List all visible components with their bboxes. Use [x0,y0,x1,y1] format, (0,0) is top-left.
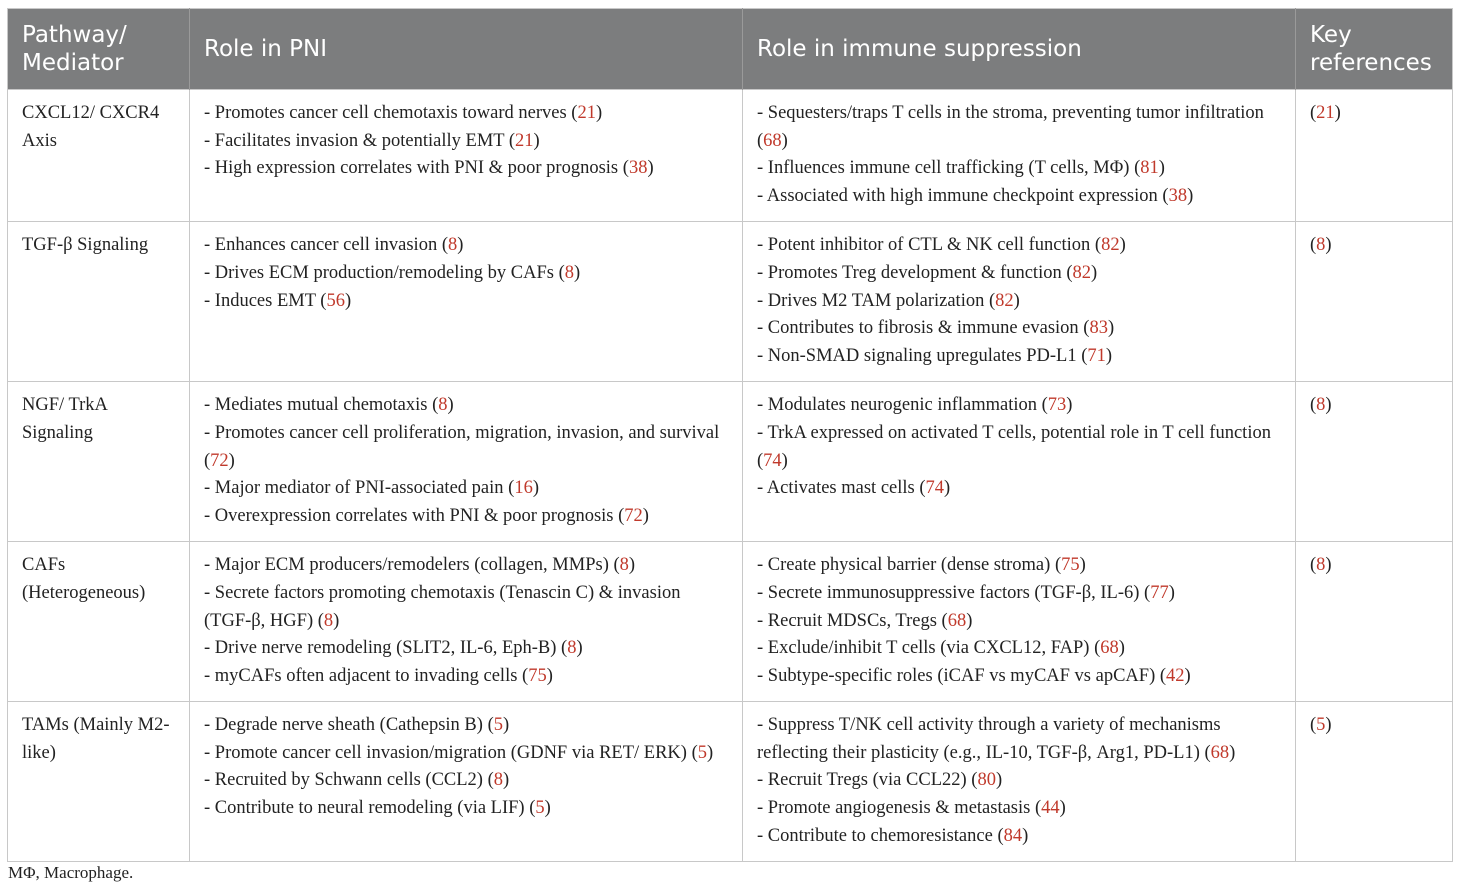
citation-link[interactable]: 82 [1101,235,1120,256]
pni-role-cell [190,702,743,862]
list-item: - Facilitates invasion & potentially EMT (21) [204,130,540,151]
immune-role-cell [743,222,1296,382]
citation-link[interactable]: 68 [763,130,782,151]
key-reference-cell: (8) [1296,222,1453,382]
header-key-references: Key references [1296,9,1453,90]
table-row [8,90,1453,222]
item-text: - Major mediator of PNI-associated pain [204,478,504,499]
citation-link[interactable]: 38 [628,158,648,179]
citation-link[interactable]: 16 [514,478,533,499]
list-item: - Major mediator of PNI-associated pain (16) [204,478,539,499]
immune-role-cell [743,90,1296,222]
list-item: - Recruit MDSCs, Tregs (68) [757,610,973,631]
list-item: - Enhances cancer cell invasion (8) [204,235,464,256]
item-text: - Facilitates invasion & potentially EMT [204,130,505,151]
item-text: - Suppress T/NK cell activity through a variety of mechanisms reflecting their plasticity (e.g., IL-10, TGF-β, Arg1, PD-L1) [757,715,1221,763]
item-text: - Secrete factors promoting chemotaxis (Tenascin C) & invasion (TGF-β, HGF) [204,582,681,631]
key-reference-cell: (8) [1296,382,1453,542]
immune-role-cell [743,382,1296,542]
citation-link[interactable]: 5 [535,798,545,819]
citation-link[interactable]: 8 [448,235,458,256]
mediator-cell: NGF/ TrkA Signaling [8,382,190,542]
item-text: - myCAFs often adjacent to invading cells [204,665,518,686]
list-item: - Exclude/inhibit T cells (via CXCL12, FAP) (68) [757,638,1125,659]
item-text: - Major ECM producers/remodelers (collagen, MMPs) [204,555,609,576]
item-text: - Overexpression correlates with PNI & poor prognosis [204,505,614,526]
list-item: - Major ECM producers/remodelers (collagen, MMPs) (8) [204,555,636,576]
list-item: - Suppress T/NK cell activity through a variety of mechanisms reflecting their plasticity (e.g., IL-10, TGF-β, Arg1, PD-L1) (68) [757,715,1236,763]
list-item: - Overexpression correlates with PNI & poor prognosis (72) [204,505,649,526]
item-text: - Promote angiogenesis & metastasis [757,798,1031,819]
item-text: - Promote cancer cell invasion/migration (GDNF via RET/ ERK) [204,742,687,763]
citation-link[interactable]: 5 [493,715,503,736]
table-row [8,702,1453,862]
citation-link[interactable]: 73 [1047,395,1067,416]
citation-link[interactable]: 8 [438,395,448,416]
list-item: - TrkA expressed on activated T cells, potential role in T cell function (74) [757,422,1271,471]
item-text: - Influences immune cell trafficking (T cells, MΦ) [757,158,1130,179]
list-item: - myCAFs often adjacent to invading cells (75) [204,665,553,686]
item-text: - High expression correlates with PNI & poor prognosis [204,158,619,179]
mediator-cell: CXCL12/ CXCR4 Axis [8,90,190,222]
item-text: - Subtype-specific roles (iCAF vs myCAF vs apCAF) [757,665,1156,686]
key-reference-cell: (21) [1296,90,1453,222]
item-text: - Contributes to fibrosis & immune evasion [757,318,1079,339]
citation-link[interactable]: 84 [1003,825,1023,846]
pathway-table [7,8,1453,862]
item-text: - Mediates mutual chemotaxis [204,395,428,416]
list-item: - Drives M2 TAM polarization (82) [757,290,1020,311]
list-item: - Create physical barrier (dense stroma) (75) [757,555,1086,576]
citation-link[interactable]: 74 [925,478,945,499]
pni-role-cell [190,222,743,382]
list-item: - Recruit Tregs (via CCL22) (80) [757,770,1003,791]
list-item: - High expression correlates with PNI & poor prognosis (38) [204,158,654,179]
citation-link[interactable]: 77 [1150,582,1169,603]
citation-link[interactable]: 21 [515,130,534,151]
list-item: - Contribute to neural remodeling (via LIF) (5) [204,798,551,819]
citation-link[interactable]: 72 [210,450,229,471]
citation-link[interactable]: 8 [567,638,577,659]
item-text: - Modulates neurogenic inflammation [757,395,1037,416]
citation-link[interactable]: 80 [977,770,996,791]
citation-link[interactable]: 5 [1316,715,1326,736]
item-text: - Non-SMAD signaling upregulates PD-L1 [757,345,1077,366]
list-item: - Secrete immunosuppressive factors (TGF-β, IL-6) (77) [757,582,1175,603]
header-row [8,9,1453,90]
list-item: - Non-SMAD signaling upregulates PD-L1 (71) [757,345,1113,366]
citation-link[interactable]: 5 [697,742,707,763]
citation-link[interactable]: 8 [1316,555,1326,576]
citation-link[interactable]: 82 [995,290,1014,311]
pni-role-cell [190,382,743,542]
item-text: - Recruited by Schwann cells (CCL2) [204,770,483,791]
citation-link[interactable]: 8 [564,262,574,283]
item-text: - Induces EMT [204,290,316,311]
list-item: - Promote cancer cell invasion/migration (GDNF via RET/ ERK) (5) [204,742,714,763]
list-item: - Recruited by Schwann cells (CCL2) (8) [204,770,510,791]
citation-link[interactable]: 71 [1087,345,1106,366]
citation-link[interactable]: 8 [1316,395,1326,416]
citation-link[interactable]: 8 [1316,235,1326,256]
citation-link[interactable]: 38 [1168,185,1188,206]
list-item: - Promote angiogenesis & metastasis (44) [757,798,1066,819]
immune-role-cell [743,702,1296,862]
immune-role-cell [743,542,1296,702]
item-text: - Promotes Treg development & function [757,262,1062,283]
list-item: - Contribute to chemoresistance (84) [757,825,1029,846]
item-text: - Contribute to chemoresistance [757,825,993,846]
list-item: - Degrade nerve sheath (Cathepsin B) (5) [204,715,510,736]
list-item: - Secrete factors promoting chemotaxis (Tenascin C) & invasion (TGF-β, HGF) (8) [204,582,681,631]
list-item: - Associated with high immune checkpoint expression (38) [757,185,1194,206]
item-text: - Recruit MDSCs, Tregs [757,610,937,631]
table-body [8,90,1453,862]
list-item: - Promotes cancer cell proliferation, migration, invasion, and survival (72) [204,422,720,471]
citation-link[interactable]: 8 [619,555,629,576]
item-text: - Contribute to neural remodeling (via LIF) [204,798,525,819]
citation-link[interactable]: 42 [1166,665,1185,686]
item-text: - Promotes cancer cell proliferation, migration, invasion, and survival [204,422,720,443]
table-footnote: MΦ, Macrophage. [8,863,134,882]
item-text: - Create physical barrier (dense stroma) [757,555,1051,576]
list-item: - Sequesters/traps T cells in the stroma, preventing tumor infiltration (68) [757,103,1264,151]
list-item: - Influences immune cell trafficking (T cells, MΦ) (81) [757,158,1165,179]
citation-link[interactable]: 75 [1061,555,1080,576]
citation-link[interactable]: 8 [323,610,334,631]
list-item: - Promotes cancer cell chemotaxis toward nerves (21) [204,103,603,123]
citation-link[interactable]: 68 [947,610,967,631]
mediator-cell: CAFs (Heterogeneous) [8,542,190,702]
citation-link[interactable]: 75 [528,665,547,686]
citation-link[interactable]: 83 [1089,318,1108,339]
list-item: - Induces EMT (56) [204,290,352,311]
pni-role-cell [190,542,743,702]
pni-role-cell [190,90,743,222]
item-text: - Recruit Tregs (via CCL22) [757,770,967,791]
citation-link[interactable]: 82 [1072,262,1092,283]
table-row [8,542,1453,702]
header-role-in-pni: Role in PNI [190,9,743,90]
citation-link[interactable]: 72 [624,505,643,526]
citation-link[interactable]: 74 [763,450,782,471]
citation-link[interactable]: 8 [493,770,504,791]
item-text: - Potent inhibitor of CTL & NK cell function [757,235,1091,256]
item-text: - Activates mast cells [757,478,915,499]
list-item: - Drives ECM production/remodeling by CAFs (8) [204,262,581,283]
list-item: - Subtype-specific roles (iCAF vs myCAF vs apCAF) (42) [757,665,1191,686]
item-text: - Enhances cancer cell invasion [204,235,438,256]
item-text: - Degrade nerve sheath (Cathepsin B) [204,715,483,736]
key-reference-cell: (5) [1296,702,1453,862]
table-row [8,382,1453,542]
item-text: - Drive nerve remodeling (SLIT2, IL-6, Eph-B) [204,638,557,659]
citation-link[interactable]: 68 [1210,742,1230,763]
list-item: - Promotes Treg development & function (82) [757,262,1098,283]
item-text: - Sequesters/traps T cells in the stroma, preventing tumor infiltration [757,103,1264,123]
citation-link[interactable]: 21 [577,103,596,123]
table-row [8,222,1453,382]
header-role-in-immune-suppression: Role in immune suppression [743,9,1296,90]
list-item: - Modulates neurogenic inflammation (73) [757,395,1073,416]
citation-link[interactable]: 44 [1041,798,1060,819]
mediator-cell: TAMs (Mainly M2-like) [8,702,190,862]
item-text: - Promotes cancer cell chemotaxis toward nerves [204,103,567,123]
list-item: - Activates mast cells (74) [757,478,951,499]
key-reference-cell: (8) [1296,542,1453,702]
header-pathway-mediator: Pathway/ Mediator [8,9,190,90]
list-item: - Mediates mutual chemotaxis (8) [204,395,454,416]
item-text: - TrkA expressed on activated T cells, potential role in T cell function [757,422,1271,443]
item-text: - Secrete immunosuppressive factors (TGF-β, IL-6) [757,582,1140,603]
citation-link[interactable]: 21 [1316,103,1335,123]
item-text: - Exclude/inhibit T cells (via CXCL12, FAP) [757,638,1090,659]
citation-link[interactable]: 81 [1140,158,1159,179]
list-item: - Drive nerve remodeling (SLIT2, IL-6, Eph-B) (8) [204,638,583,659]
item-text: - Drives ECM production/remodeling by CAFs [204,262,554,283]
mediator-cell: TGF-β Signaling [8,222,190,382]
item-text: - Associated with high immune checkpoint expression [757,185,1158,206]
list-item: - Contributes to fibrosis & immune evasion (83) [757,318,1115,339]
citation-link[interactable]: 68 [1100,638,1119,659]
citation-link[interactable]: 56 [326,290,345,311]
item-text: - Drives M2 TAM polarization [757,290,985,311]
list-item: - Potent inhibitor of CTL & NK cell function (82) [757,235,1126,256]
